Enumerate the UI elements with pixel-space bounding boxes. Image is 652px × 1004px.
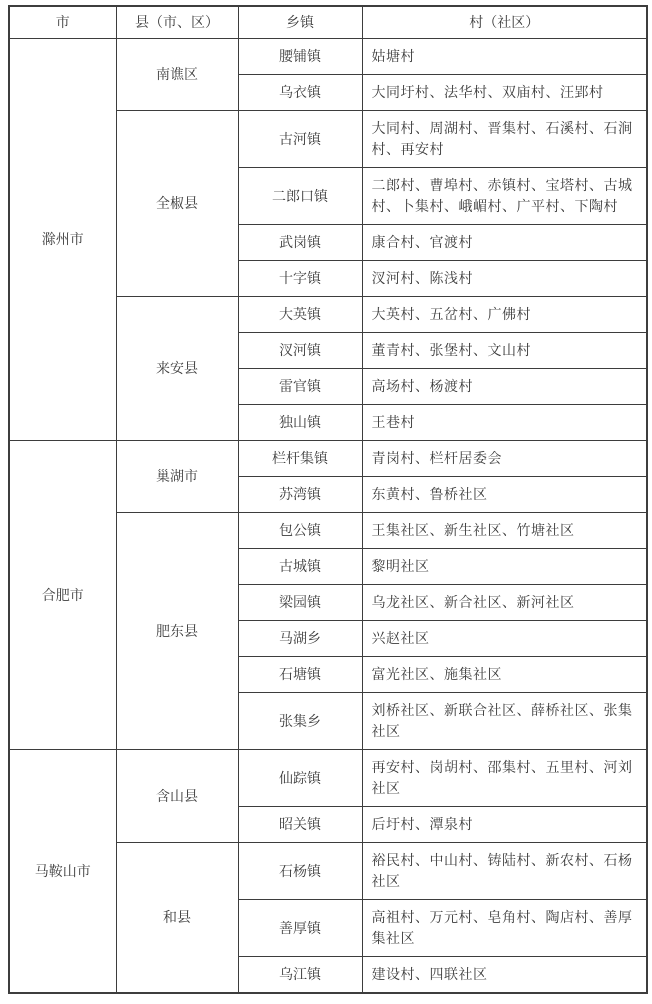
town-cell: 仙踪镇 [238, 750, 362, 807]
town-cell: 雷官镇 [238, 369, 362, 405]
town-cell: 十字镇 [238, 261, 362, 297]
town-cell: 武岗镇 [238, 225, 362, 261]
county-cell: 和县 [116, 843, 238, 994]
town-cell: 张集乡 [238, 693, 362, 750]
city-cell: 马鞍山市 [9, 750, 116, 994]
town-cell: 石杨镇 [238, 843, 362, 900]
town-cell: 包公镇 [238, 513, 362, 549]
town-cell: 昭关镇 [238, 807, 362, 843]
villages-cell: 富光社区、施集社区 [362, 657, 647, 693]
villages-cell: 高祖村、万元村、皂角村、陶店村、善厚集社区 [362, 900, 647, 957]
town-cell: 古河镇 [238, 111, 362, 168]
villages-cell: 汊河村、陈浅村 [362, 261, 647, 297]
region-table-body [9, 39, 647, 994]
villages-cell: 裕民村、中山村、铸陆村、新农村、石杨社区 [362, 843, 647, 900]
region-table [8, 5, 648, 994]
town-cell: 二郎口镇 [238, 168, 362, 225]
villages-cell: 大英村、五岔村、广佛村 [362, 297, 647, 333]
town-cell: 善厚镇 [238, 900, 362, 957]
county-cell: 含山县 [116, 750, 238, 843]
villages-cell: 董青村、张堡村、文山村 [362, 333, 647, 369]
villages-cell: 王集社区、新生社区、竹塘社区 [362, 513, 647, 549]
county-cell: 肥东县 [116, 513, 238, 750]
county-cell: 南谯区 [116, 39, 238, 111]
column-header-city: 市 [9, 6, 116, 39]
city-cell: 滁州市 [9, 39, 116, 441]
villages-cell: 黎明社区 [362, 549, 647, 585]
villages-cell: 青岗村、栏杆居委会 [362, 441, 647, 477]
villages-cell: 后圩村、潭泉村 [362, 807, 647, 843]
villages-cell: 乌龙社区、新合社区、新河社区 [362, 585, 647, 621]
town-cell: 栏杆集镇 [238, 441, 362, 477]
county-cell: 来安县 [116, 297, 238, 441]
villages-cell: 东黄村、鲁桥社区 [362, 477, 647, 513]
county-cell: 全椒县 [116, 111, 238, 297]
town-cell: 马湖乡 [238, 621, 362, 657]
town-cell: 独山镇 [238, 405, 362, 441]
town-cell: 乌衣镇 [238, 75, 362, 111]
city-cell: 合肥市 [9, 441, 116, 750]
town-cell: 乌江镇 [238, 957, 362, 994]
county-cell: 巢湖市 [116, 441, 238, 513]
villages-cell: 建设村、四联社区 [362, 957, 647, 994]
villages-cell: 兴赵社区 [362, 621, 647, 657]
town-cell: 大英镇 [238, 297, 362, 333]
town-cell: 石塘镇 [238, 657, 362, 693]
town-cell: 苏湾镇 [238, 477, 362, 513]
villages-cell: 王巷村 [362, 405, 647, 441]
villages-cell: 大同圩村、法华村、双庙村、汪郢村 [362, 75, 647, 111]
villages-cell: 再安村、岗胡村、邵集村、五里村、河刘社区 [362, 750, 647, 807]
villages-cell: 姑塘村 [362, 39, 647, 75]
town-cell: 腰铺镇 [238, 39, 362, 75]
villages-cell: 二郎村、曹埠村、赤镇村、宝塔村、古城村、卜集村、峨嵋村、广平村、下陶村 [362, 168, 647, 225]
table-row [9, 750, 647, 807]
table-header-row [9, 6, 647, 39]
table-row [9, 441, 647, 477]
town-cell: 古城镇 [238, 549, 362, 585]
column-header-town: 乡镇 [238, 6, 362, 39]
town-cell: 梁园镇 [238, 585, 362, 621]
column-header-villages: 村（社区） [362, 6, 647, 39]
villages-cell: 高场村、杨渡村 [362, 369, 647, 405]
villages-cell: 刘桥社区、新联合社区、薛桥社区、张集社区 [362, 693, 647, 750]
table-row [9, 39, 647, 75]
town-cell: 汊河镇 [238, 333, 362, 369]
villages-cell: 大同村、周湖村、晋集村、石溪村、石涧村、再安村 [362, 111, 647, 168]
column-header-county: 县（市、区） [116, 6, 238, 39]
villages-cell: 康合村、官渡村 [362, 225, 647, 261]
